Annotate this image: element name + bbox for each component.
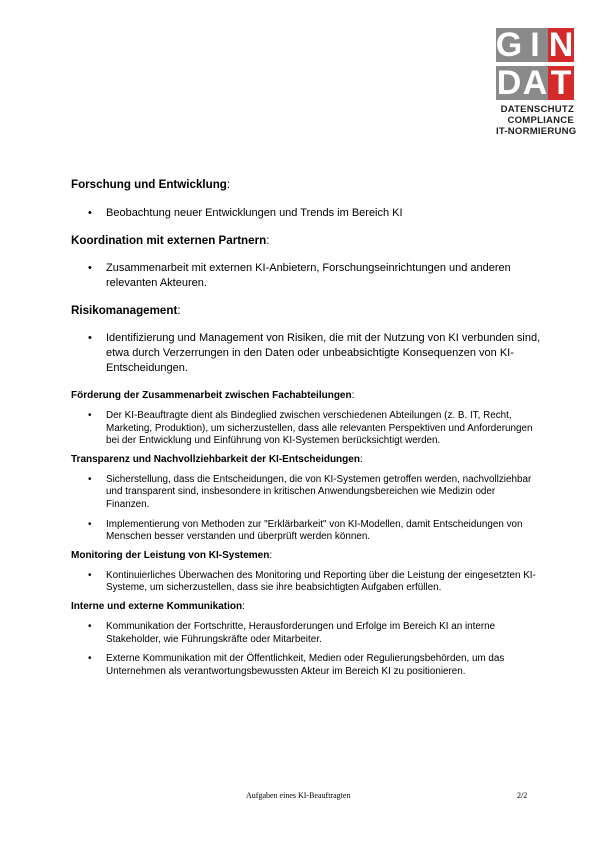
- section-monitoring: [71, 549, 541, 595]
- section-communication: [71, 600, 541, 678]
- footer-title: Aufgaben eines KI-Beauftragten: [246, 791, 351, 800]
- page-number: 2/2: [517, 791, 528, 800]
- section-heading: Interne und externe Kommunikation:: [71, 600, 245, 612]
- section-heading: Koordination mit externen Partnern:: [71, 234, 270, 247]
- section-heading: Transparenz und Nachvollziehbarkeit der KI-Entscheidungen:: [71, 453, 363, 465]
- list-item: • Externe Kommunikation mit der Öffentlichkeit, Medien oder Regulierungsbehörden, um das Unternehmen als verantwortungsbewussten Akteur im Bereich KI zu positionieren.: [71, 653, 541, 678]
- list-item: • Sicherstellung, dass die Entscheidungen, die von KI-Systemen getroffen werden, nachvollziehbar und transparent sind, insbesondere in kritischen Anwendungsbereichen wie Medizin oder Finanzen.: [71, 474, 541, 512]
- document-body: [71, 178, 541, 678]
- gindat-logo: [495, 26, 577, 137]
- logo-letter: T: [548, 66, 574, 100]
- list-item: • Beobachtung neuer Entwicklungen und Trends im Bereich KI: [71, 206, 541, 221]
- section-coordination: [71, 234, 541, 291]
- logo-letter: A: [522, 64, 548, 102]
- logo-letter: D: [496, 64, 522, 102]
- section-heading: Forschung und Entwicklung:: [71, 178, 231, 191]
- logo-tagline: IT-NORMIERUNG: [496, 126, 577, 137]
- logo-tagline: DATENSCHUTZ: [500, 104, 574, 115]
- section-collaboration: [71, 389, 541, 448]
- section-heading: Risikomanagement:: [71, 304, 181, 317]
- logo-letter: G: [495, 26, 523, 64]
- logo-letter: I: [522, 28, 548, 62]
- section-heading: Förderung der Zusammenarbeit zwischen Fachabteilungen:: [71, 390, 355, 401]
- logo-letter: N: [548, 26, 574, 64]
- section-risk: [71, 304, 541, 376]
- list-item: • Implementierung von Methoden zur "Erklärbarkeit" von KI-Modellen, damit Entscheidungen von Menschen besser verstanden und überprüft werden können.: [71, 519, 541, 544]
- section-heading: Monitoring der Leistung von KI-Systemen:: [71, 549, 273, 561]
- list-item: • Der KI-Beauftragte dient als Bindeglied zwischen verschiedenen Abteilungen (z. B. IT, Recht, Marketing, Produktion), um sicherzustellen, dass alle relevanten Perspektiven und Anforderungen bei der Entwicklung und Einführung von KI-Systemen berücksichtigt werden.: [71, 410, 541, 448]
- list-item: • Kontinuierliches Überwachen des Monitoring und Reporting über die Leistung der eingesetzten KI-Systeme, um sicherzustellen, dass sie ihre beabsichtigten Aufgaben erfüllen.: [71, 570, 541, 595]
- list-item: • Kommunikation der Fortschritte, Herausforderungen und Erfolge im Bereich KI an interne Stakeholder, wie Führungskräfte oder Mitarbeiter.: [71, 621, 541, 646]
- section-research: [71, 178, 541, 221]
- logo-tagline: COMPLIANCE: [507, 115, 574, 126]
- list-item: • Identifizierung und Management von Risiken, die mit der Nutzung von KI verbunden sind, etwa durch Verzerrungen in den Daten oder unbeabsichtigte Konsequenzen von KI-Entscheidungen.: [71, 331, 541, 376]
- section-transparency: [71, 453, 541, 544]
- list-item: • Zusammenarbeit mit externen KI-Anbietern, Forschungseinrichtungen und anderen relevanten Akteuren.: [71, 261, 541, 291]
